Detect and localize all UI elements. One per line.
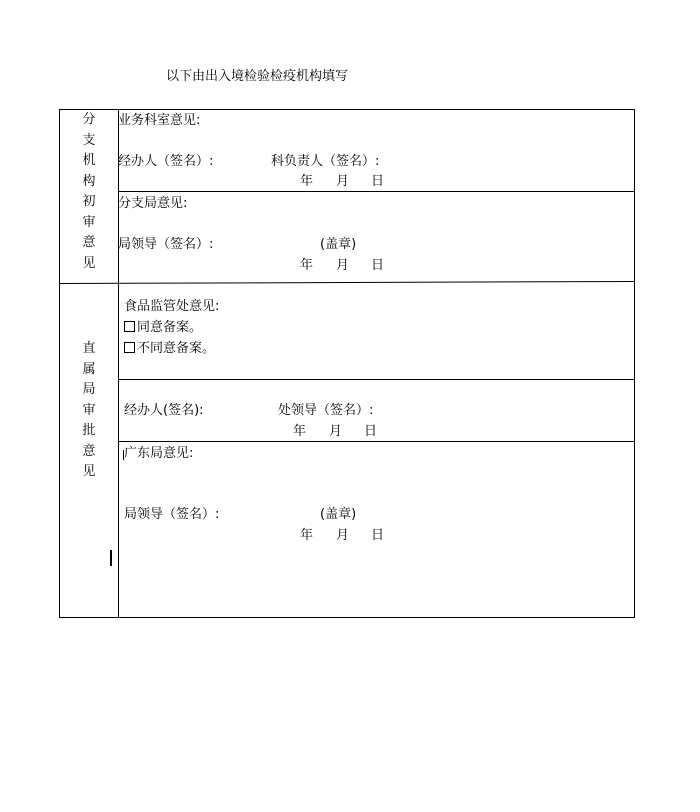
- date2-year-label: 年: [300, 258, 314, 273]
- disagree-label: 不同意备案。: [137, 341, 216, 356]
- leader2-signature-label[interactable]: 局领导（签名）:: [124, 507, 220, 522]
- leader-signature-label[interactable]: 局领导（签名）:: [118, 237, 214, 252]
- seal2-label: (盖章): [320, 507, 357, 522]
- direct-bureau-vertical-label: 直 属 局 审 批 意 见: [82, 341, 96, 479]
- form-header: 以下由出入境检验检疫机构填写: [166, 69, 349, 84]
- table-right-border: [634, 109, 635, 618]
- date4-day-label: 日: [371, 528, 385, 543]
- branch-opinion-label: 分支局意见:: [118, 196, 188, 211]
- date4-year-label: 年: [300, 528, 314, 543]
- guangdong-opinion-label: 广东局意见:: [124, 446, 194, 461]
- label-column-divider: [118, 109, 119, 618]
- table-top-border: [59, 109, 635, 110]
- food-supervision-opinion-label: 食品监管处意见:: [124, 299, 220, 314]
- agree-checkbox[interactable]: [124, 321, 135, 332]
- date-month-label: 月: [336, 174, 350, 189]
- date3-day-label: 日: [364, 424, 378, 439]
- date4-month-label: 月: [336, 528, 350, 543]
- disagree-option[interactable]: [124, 341, 215, 357]
- date-year-label: 年: [300, 174, 314, 189]
- handler-signature-label[interactable]: 经办人（签名）:: [118, 154, 214, 169]
- date2-month-label: 月: [336, 258, 350, 273]
- date-day-label: 日: [371, 174, 385, 189]
- row-divider-1: [118, 191, 635, 192]
- row-divider-2: [118, 379, 635, 380]
- disagree-checkbox[interactable]: [124, 342, 135, 353]
- table-bottom-border: [59, 617, 635, 618]
- handler2-signature-label[interactable]: 经办人(签名):: [124, 403, 204, 418]
- text-cursor: [110, 550, 112, 566]
- dept-opinion-label: 业务科室意见:: [118, 113, 201, 128]
- seal-label: (盖章): [320, 237, 357, 252]
- date3-month-label: 月: [329, 424, 343, 439]
- division-leader-signature-label[interactable]: 处领导（签名）:: [278, 403, 374, 418]
- section-divider: [59, 281, 635, 284]
- section-chief-signature-label[interactable]: 科负责人（签名）:: [271, 154, 380, 169]
- agree-option[interactable]: [124, 320, 202, 336]
- row-divider-3: [118, 441, 635, 442]
- date2-day-label: 日: [371, 258, 385, 273]
- agree-label: 同意备案。: [137, 320, 203, 335]
- branch-review-vertical-label: 分 支 机 构 初 审 意 见: [82, 112, 96, 271]
- table-left-border: [59, 109, 60, 618]
- date3-year-label: 年: [293, 424, 307, 439]
- text-cursor-small: [123, 450, 124, 460]
